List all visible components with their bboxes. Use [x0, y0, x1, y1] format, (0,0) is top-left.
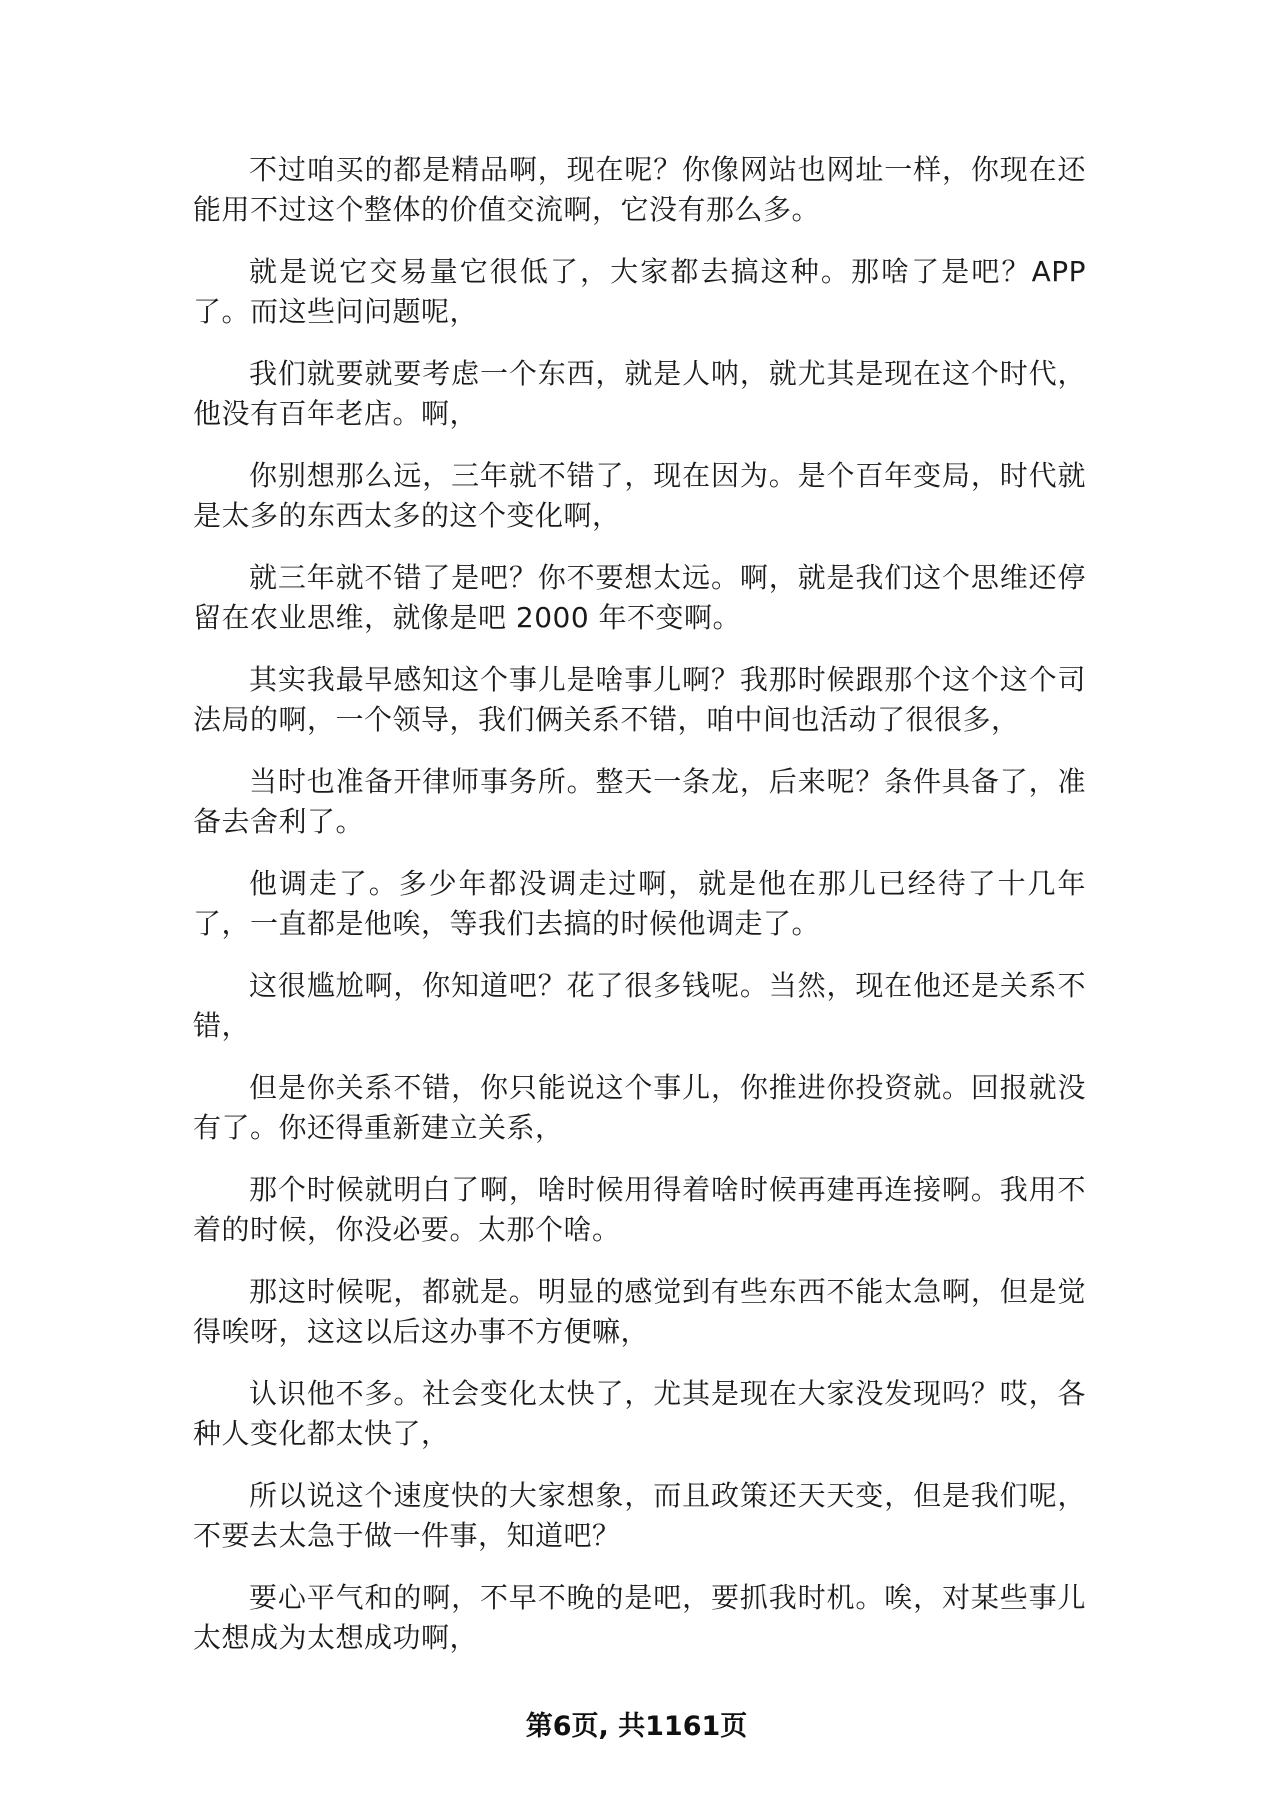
paragraph: 要心平气和的啊，不早不晚的是吧，要抓我时机。唉，对某些事儿太想成为太想成功啊，	[193, 1581, 1086, 1654]
paragraph: 但是你关系不错，你只能说这个事儿，你推进你投资就。回报就没有了。你还得重新建立关系，	[193, 1071, 1086, 1144]
paragraph: 你别想那么远，三年就不错了，现在因为。是个百年变局，时代就是太多的东西太多的这个变化啊，	[193, 459, 1086, 532]
page-number-footer: 第6页, 共1161页	[525, 1711, 748, 1742]
paragraph: 当时也准备开律师事务所。整天一条龙，后来呢？条件具备了，准备去舍利了。	[193, 765, 1086, 838]
paragraph: 我们就要就要考虑一个东西，就是人呐，就尤其是现在这个时代，他没有百年老店。啊，	[193, 357, 1086, 430]
paragraph: 那个时候就明白了啊，啥时候用得着啥时候再建再连接啊。我用不着的时候，你没必要。太那个啥。	[193, 1173, 1086, 1246]
paragraph: 所以说这个速度快的大家想象，而且政策还天天变，但是我们呢，不要去太急于做一件事，知道吧？	[193, 1479, 1086, 1552]
paragraph: 他调走了。多少年都没调走过啊，就是他在那儿已经待了十几年了，一直都是他唉，等我们去搞的时候他调走了。	[193, 867, 1086, 940]
paragraph: 认识他不多。社会变化太快了，尤其是现在大家没发现吗？哎，各种人变化都太快了，	[193, 1377, 1086, 1450]
paragraph: 就是说它交易量它很低了，大家都去搞这种。那啥了是吧？APP了。而这些问问题呢，	[193, 255, 1086, 328]
body-text	[193, 150, 1086, 1680]
paragraph: 其实我最早感知这个事儿是啥事儿啊？我那时候跟那个这个这个司法局的啊，一个领导，我们俩关系不错，咱中间也活动了很很多，	[193, 663, 1086, 736]
paragraph: 这很尴尬啊，你知道吧？花了很多钱呢。当然，现在他还是关系不错，	[193, 969, 1086, 1042]
paragraph: 就三年就不错了是吧？你不要想太远。啊，就是我们这个思维还停留在农业思维，就像是吧 2000 年不变啊。	[193, 561, 1086, 634]
paragraph: 那这时候呢，都就是。明显的感觉到有些东西不能太急啊，但是觉得唉呀，这这以后这办事不方便嘛，	[193, 1275, 1086, 1348]
paragraph: 不过咱买的都是精品啊，现在呢？你像网站也网址一样，你现在还能用不过这个整体的价值交流啊，它没有那么多。	[193, 153, 1086, 226]
